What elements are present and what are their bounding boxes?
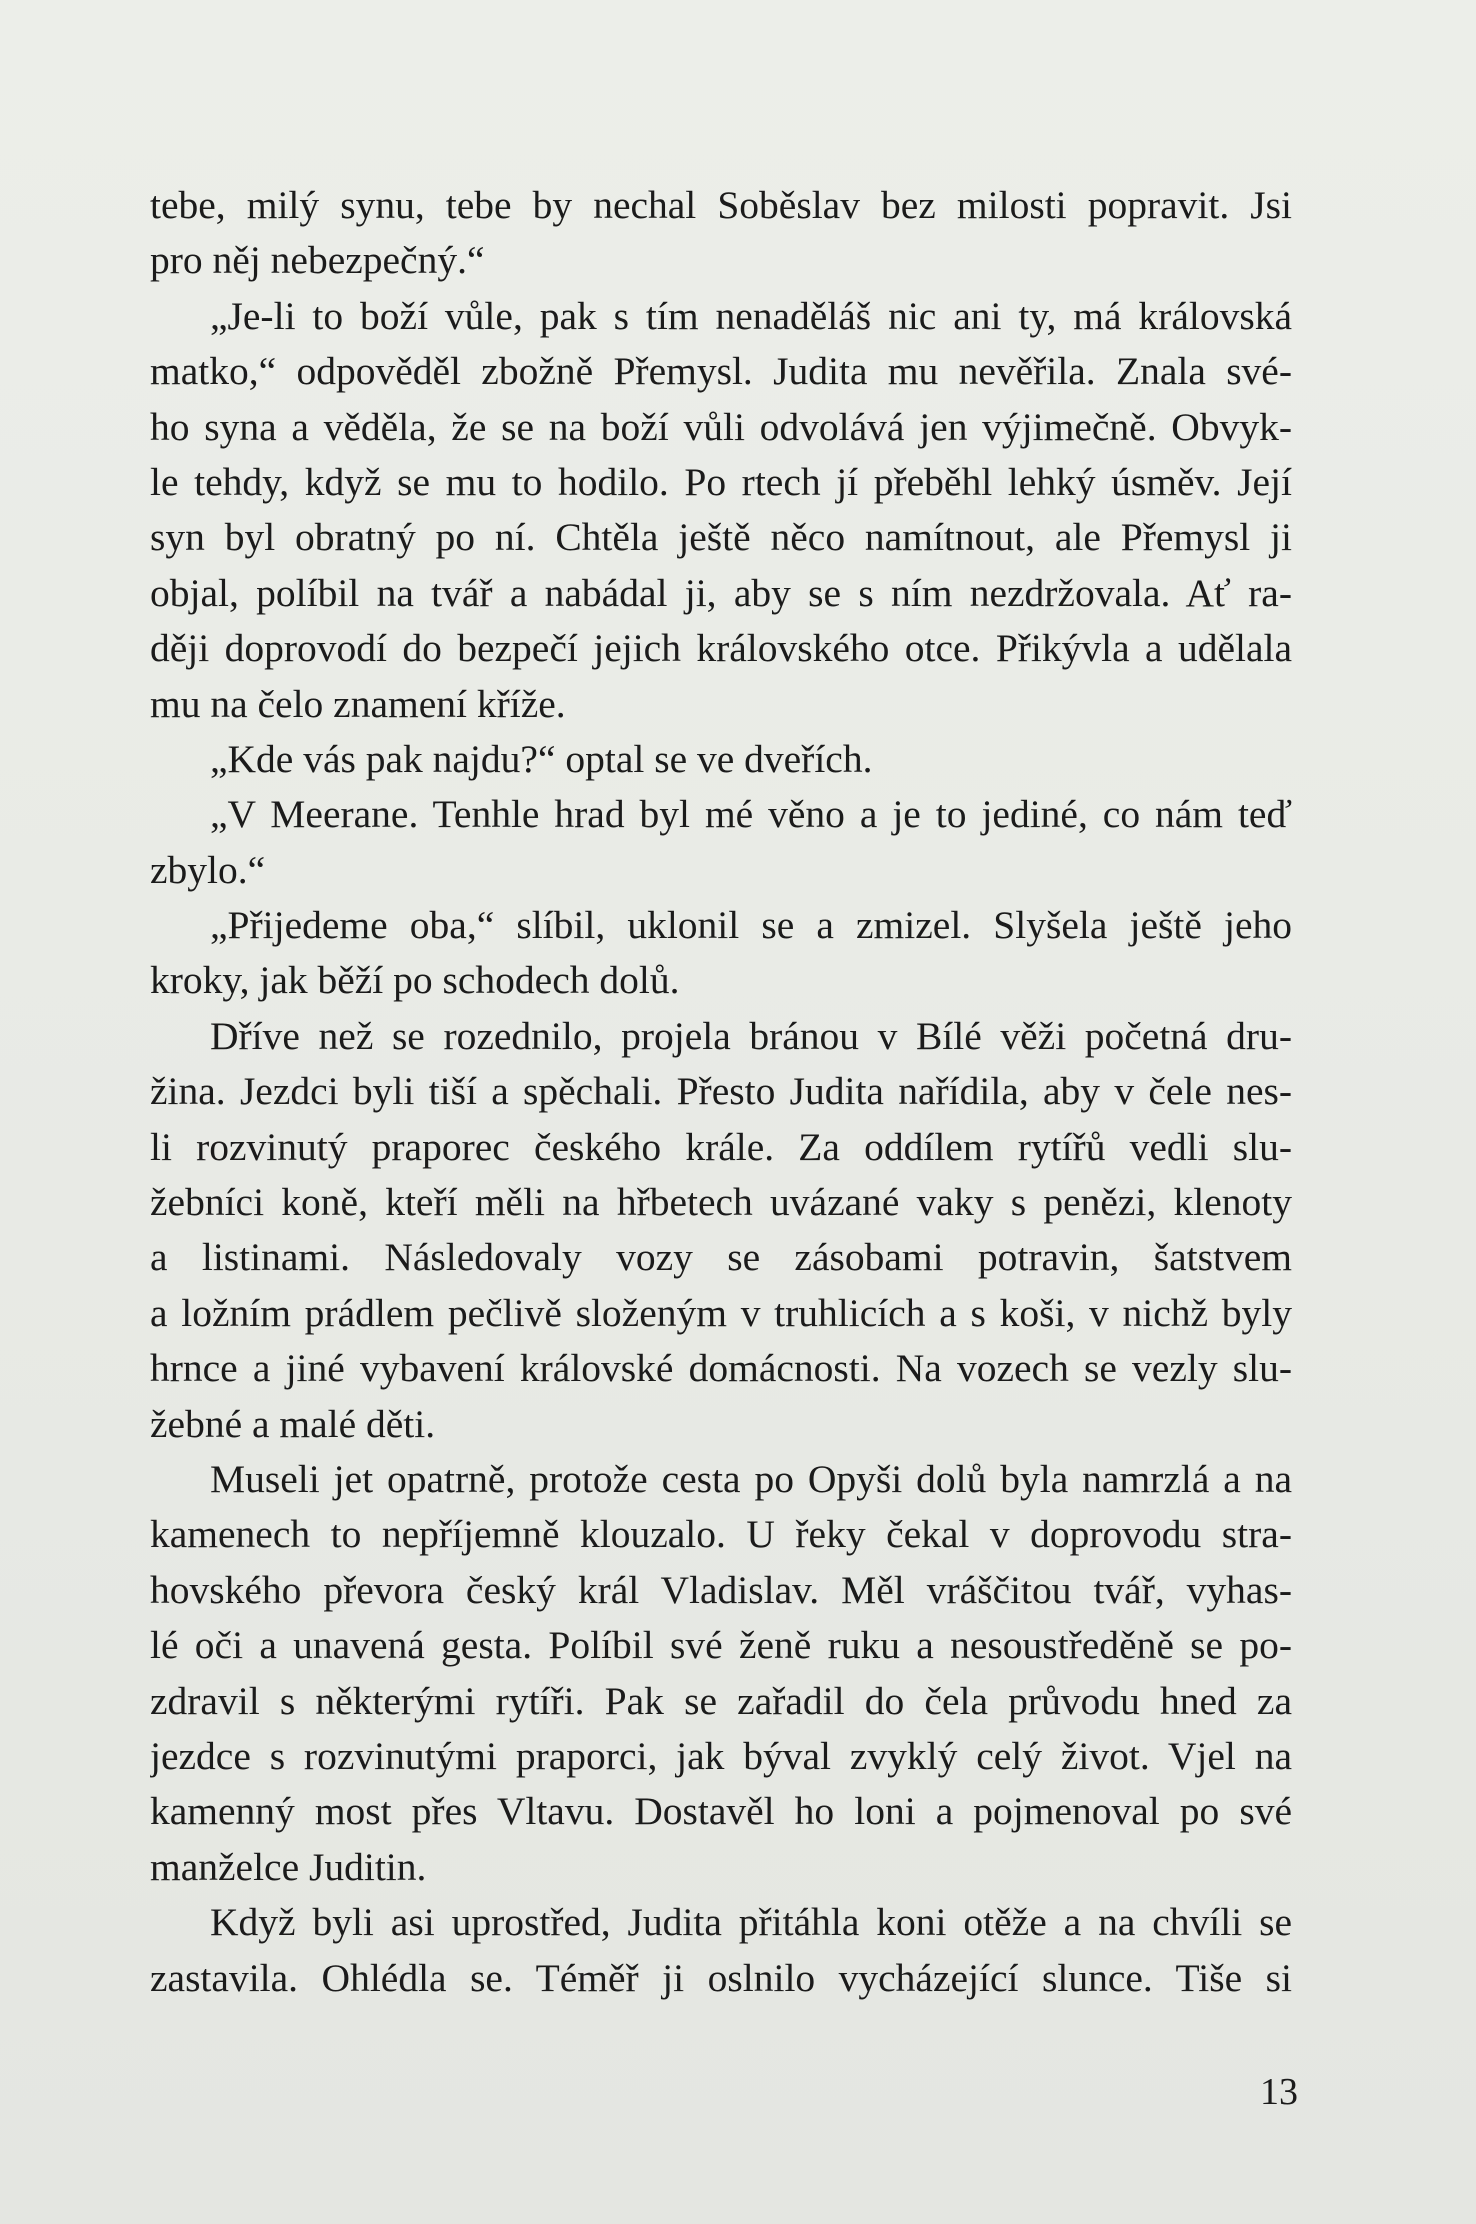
text-line: „Kde vás pak najdu?“ optal se ve dveřích. — [210, 736, 873, 781]
text-line: lé oči a unavená gesta. Políbil své ženě ruku a nesoustředěně se po- — [150, 1623, 1292, 1668]
text-line: li rozvinutý praporec českého krále. Za oddílem rytířů vedli slu- — [150, 1124, 1292, 1169]
text-line: syn byl obratný po ní. Chtěla ještě něco namítnout, ale Přemysl ji — [150, 515, 1292, 560]
page-number: 13 — [1260, 2071, 1298, 2113]
text-line: Dříve než se rozednilo, projela bránou v Bílé věži početná dru- — [210, 1013, 1292, 1058]
text-line: a listinami. Následovaly vozy se zásobami potravin, šatstvem — [150, 1235, 1292, 1280]
text-line: „Přijedeme oba,“ slíbil, uklonil se a zmizel. Slyšela ještě jeho — [210, 903, 1292, 948]
text-line: Museli jet opatrně, protože cesta po Opyši dolů byla namrzlá a na — [210, 1456, 1292, 1501]
text-line: ho syna a věděla, že se na boží vůli odvolává jen výjimečně. Obvyk- — [150, 404, 1292, 449]
text-line: žebníci koně, kteří měli na hřbetech uvázané vaky s penězi, klenoty — [150, 1180, 1292, 1225]
text-line: mu na čelo znamení kříže. — [150, 681, 566, 726]
text-line: a ložním prádlem pečlivě složeným v truhlicích a s koši, v nichž byly — [150, 1290, 1292, 1335]
text-line: „Je-li to boží vůle, pak s tím nenaděláš nic ani ty, má královská — [210, 293, 1292, 338]
text-line: Když byli asi uprostřed, Judita přitáhla koni otěže a na chvíli se — [210, 1900, 1292, 1945]
text-line: hovského převora český král Vladislav. Měl vráščitou tvář, vyhas- — [150, 1567, 1292, 1612]
body-text — [150, 178, 1292, 2006]
text-line: „V Meerane. Tenhle hrad byl mé věno a je to jediné, co nám teď — [210, 792, 1292, 837]
text-line: objal, políbil na tvář a nabádal ji, aby se s ním nezdržovala. Ať ra- — [150, 570, 1292, 615]
text-line: kamenný most přes Vltavu. Dostavěl ho loni a pojmenoval po své — [150, 1789, 1292, 1834]
text-line: pro něj nebezpečný.“ — [150, 238, 485, 283]
text-line: zastavila. Ohlédla se. Téměř ji oslnilo vycházející slunce. Tiše si — [150, 1955, 1292, 2000]
text-line: zbylo.“ — [150, 847, 266, 892]
text-line: tebe, milý synu, tebe by nechal Soběslav bez milosti popravit. Jsi — [150, 183, 1292, 227]
text-line: kamenech to nepříjemně klouzalo. U řeky čekal v doprovodu stra- — [150, 1512, 1292, 1557]
text-line: manželce Juditin. — [150, 1844, 427, 1889]
text-line: jezdce s rozvinutými praporci, jak býval zvyklý celý život. Vjel na — [150, 1733, 1292, 1778]
text-line: zdravil s některými rytíři. Pak se zařadil do čela průvodu hned za — [150, 1678, 1292, 1723]
text-line: hrnce a jiné vybavení královské domácnosti. Na vozech se vezly slu- — [150, 1346, 1292, 1391]
text-line: žebné a malé děti. — [150, 1401, 436, 1446]
text-line: matko,“ odpověděl zbožně Přemysl. Judita mu nevěřila. Znala své- — [150, 349, 1292, 394]
text-line: žina. Jezdci byli tiší a spěchali. Přesto Judita nařídila, aby v čele nes- — [150, 1069, 1292, 1114]
text-line: kroky, jak běží po schodech dolů. — [150, 958, 680, 1003]
text-line: ději doprovodí do bezpečí jejich královského otce. Přikývla a udělala — [150, 626, 1292, 671]
text-line: le tehdy, když se mu to hodilo. Po rtech jí přeběhl lehký úsměv. Její — [150, 459, 1292, 504]
